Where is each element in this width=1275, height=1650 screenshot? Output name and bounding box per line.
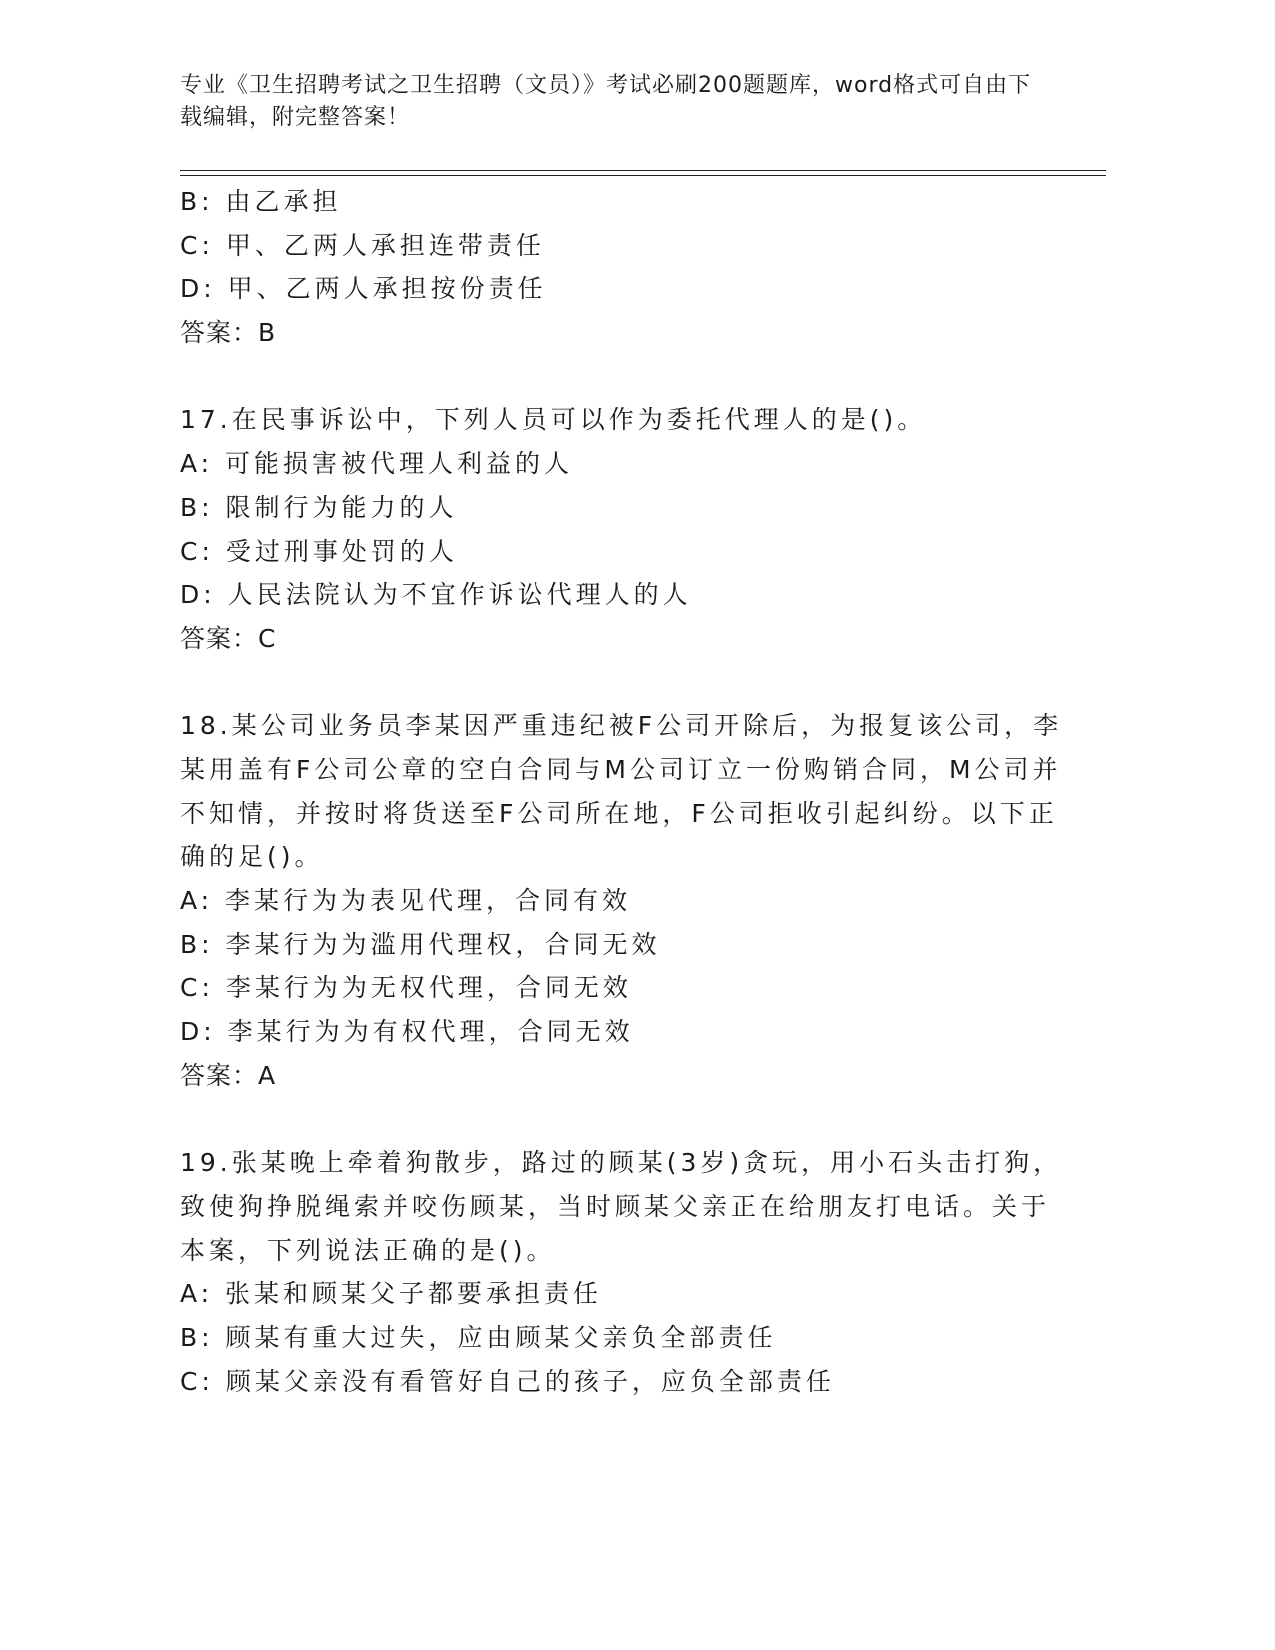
q18-option-a: A: 李某行为为表见代理，合同有效 <box>180 886 632 915</box>
question-18 <box>180 704 1063 1097</box>
header-text: 专业《卫生招聘考试之卫生招聘（文员）》考试必刷200题题库，word格式可自由下载编辑，附完整答案！ <box>180 73 1032 130</box>
q19-stem-line-1: 19.张某晚上牵着狗散步，路过的顾某(3岁)贪玩，用小石头击打狗， <box>180 1148 1063 1178</box>
q17-option-a: A: 可能损害被代理人利益的人 <box>180 449 574 479</box>
spacer <box>180 355 1060 399</box>
question-16-tail <box>180 180 1060 355</box>
question-17 <box>180 398 1060 660</box>
q19-option-a: A: 张某和顾某父子都要承担责任 <box>180 1279 603 1309</box>
q18-option-b: B: 李某行为为滥用代理权，合同无效 <box>180 929 661 959</box>
header-divider-top <box>180 170 1106 171</box>
q19-stem-line-2: 致使狗挣脱绳索并咬伤顾某，当时顾某父亲正在给朋友打电话。关于 <box>180 1191 1051 1221</box>
spacer <box>180 1097 1060 1141</box>
q17-answer: 答案：C <box>180 623 277 653</box>
q16-option-d: D: 甲、乙两人承担按份责任 <box>180 274 547 304</box>
q19-stem-line-3: 本案，下列说法正确的是()。 <box>180 1235 556 1265</box>
q16-option-c: C: 甲、乙两人承担连带责任 <box>180 230 545 260</box>
q18-answer: 答案：A <box>180 1060 277 1090</box>
header-divider-bottom <box>180 175 1106 176</box>
q18-option-d: D: 李某行为为有权代理，合同无效 <box>180 1017 634 1047</box>
question-19 <box>180 1141 1063 1403</box>
q16-answer: 答案：B <box>180 318 277 348</box>
q18-stem-line-3: 不知情，并按时将货送至F公司所在地，F公司拒收引起纠纷。以下正 <box>180 798 1058 828</box>
q18-stem-line-4: 确的足()。 <box>180 842 324 872</box>
q17-stem: 17.在民事诉讼中，下列人员可以作为委托代理人的是()。 <box>180 405 927 435</box>
question-list <box>180 180 1063 1403</box>
q19-option-c: C: 顾某父亲没有看管好自己的孩子，应负全部责任 <box>180 1366 835 1396</box>
q19-option-b: B: 顾某有重大过失，应由顾某父亲负全部责任 <box>180 1322 777 1352</box>
q18-stem-line-2: 某用盖有F公司公章的空白合同与M公司订立一份购销合同，M公司并 <box>180 754 1062 784</box>
q17-option-b: B: 限制行为能力的人 <box>180 492 458 522</box>
q18-stem-line-1: 18.某公司业务员李某因严重违纪被F公司开除后，为报复该公司，李 <box>180 711 1063 741</box>
q16-option-b: B: 由乙承担 <box>180 187 342 216</box>
spacer <box>180 661 1060 705</box>
q17-option-d: D: 人民法院认为不宜作诉讼代理人的人 <box>180 580 692 610</box>
q17-option-c: C: 受过刑事处罚的人 <box>180 536 458 566</box>
document-header <box>180 70 1040 134</box>
q18-option-c: C: 李某行为为无权代理，合同无效 <box>180 973 632 1003</box>
